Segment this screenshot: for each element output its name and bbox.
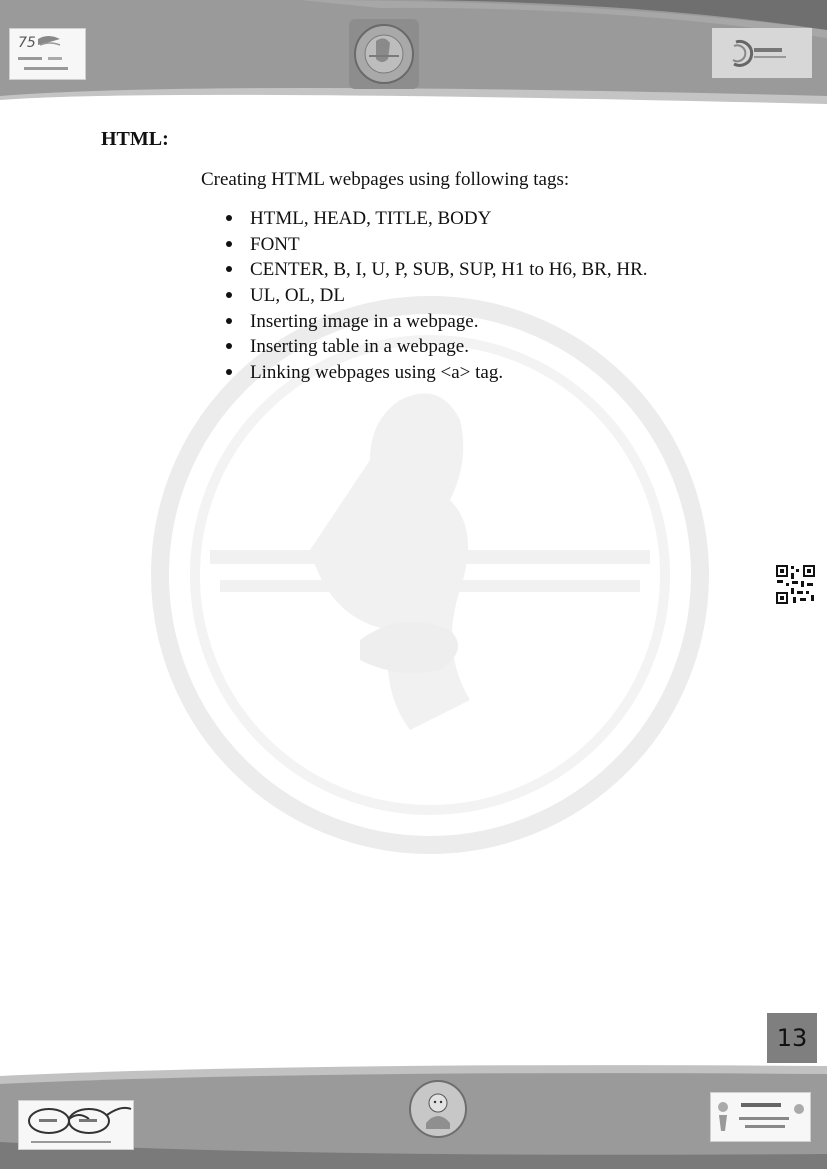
bullet-icon [226, 343, 232, 349]
svg-text:75: 75 [18, 35, 36, 51]
bullet-icon [226, 266, 232, 272]
bullet-icon [226, 215, 232, 221]
shiksha-ka-adhikar-logo-icon [710, 1092, 811, 1142]
list-item-text: Inserting table in a webpage. [250, 336, 469, 358]
tag-list [226, 206, 648, 386]
list-item-text: HTML, HEAD, TITLE, BODY [250, 208, 492, 229]
bullet-icon [226, 241, 232, 247]
swachh-bharat-logo-icon [18, 1100, 134, 1150]
list-item [226, 206, 648, 232]
section-intro: Creating HTML webpages using following tags: [201, 169, 570, 190]
list-item-text: UL, OL, DL [250, 285, 345, 307]
list-item-text: CENTER, B, I, U, P, SUB, SUP, H1 to H6, BR, HR. [250, 259, 648, 281]
beti-bachao-logo-icon [404, 1075, 473, 1143]
list-item [226, 309, 648, 335]
list-item [226, 232, 648, 258]
list-item-text: FONT [250, 233, 300, 255]
section-heading: HTML: [101, 128, 169, 150]
bullet-icon [226, 369, 232, 375]
list-item-text: Linking webpages using <a> tag. [250, 362, 504, 384]
board-seal-icon [349, 19, 419, 89]
list-item [226, 257, 648, 283]
digital-india-logo-icon [712, 28, 812, 78]
list-item-text: Inserting image in a webpage. [250, 310, 479, 332]
bullet-icon [226, 292, 232, 298]
qr-code-icon[interactable] [775, 564, 816, 605]
list-item [226, 334, 648, 360]
azadi-ka-amrit-mahotsav-logo-icon [9, 28, 86, 80]
bullet-icon [226, 318, 232, 324]
list-item [226, 283, 648, 309]
list-item [226, 360, 648, 386]
page-number: 13 [767, 1013, 817, 1063]
